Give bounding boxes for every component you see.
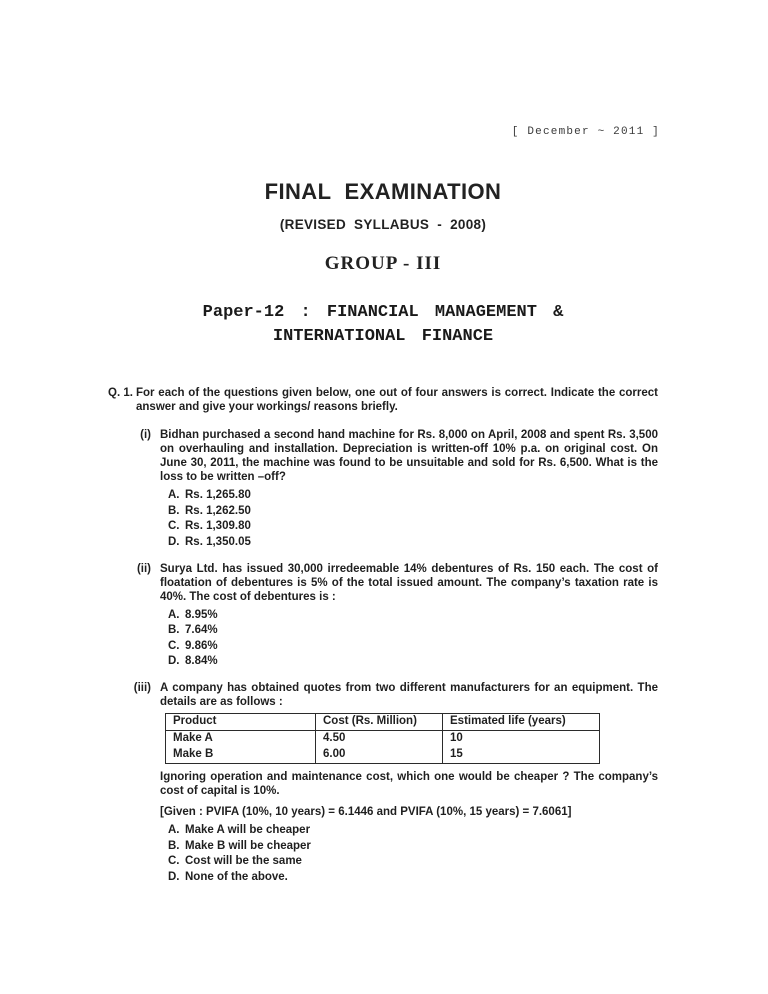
paper-heading-line2: INTERNATIONAL FINANCE <box>272 327 494 346</box>
column-header-product: Product <box>166 714 316 731</box>
option-letter: D. <box>168 535 180 548</box>
option-text: Cost will be the same <box>185 855 302 867</box>
part-i-options <box>160 489 658 548</box>
option-letter: B. <box>168 839 180 852</box>
option-text: 9.86% <box>185 639 218 652</box>
exam-title: FINAL EXAMINATION <box>264 179 502 204</box>
column-header-cost: Cost (Rs. Million) <box>316 714 443 731</box>
option-row <box>168 824 658 836</box>
cell-cost: 6.00 <box>316 747 443 764</box>
syllabus-subtitle: (REVISED SYLLABUS - 2008) <box>279 217 487 232</box>
part-ii-label: (ii) <box>136 562 151 575</box>
table-header-row <box>166 714 600 731</box>
part-i-body <box>160 428 658 548</box>
part-iii-body <box>160 681 658 883</box>
option-letter: A. <box>168 824 180 836</box>
option-row <box>168 624 658 636</box>
option-text: None of the above. <box>185 870 288 883</box>
option-row <box>168 489 658 501</box>
part-iii-followup-text: Ignoring operation and maintenance cost, which one would be cheaper ? The company’s cost of capital is 10%. <box>160 771 658 797</box>
option-text: Make B will be cheaper <box>185 839 311 852</box>
option-letter: C. <box>168 855 180 867</box>
group-heading: GROUP - III <box>324 253 442 274</box>
question-body <box>108 386 658 883</box>
option-text: Rs. 1,262.50 <box>185 504 251 517</box>
option-text: Rs. 1,309.80 <box>185 520 251 532</box>
title-block <box>108 179 658 349</box>
option-text: Rs. 1,350.05 <box>185 535 251 548</box>
option-row <box>168 520 658 532</box>
cell-product: Make A <box>166 731 316 748</box>
option-row <box>168 640 658 652</box>
question-part-ii <box>125 562 658 668</box>
option-row <box>168 505 658 517</box>
question-part-iii <box>125 681 658 883</box>
part-iii-given-values: [Given : PVIFA (10%, 10 years) = 6.1446 and PVIFA (10%, 15 years) = 7.6061] <box>160 806 572 818</box>
option-row <box>168 871 658 883</box>
part-i-text: Bidhan purchased a second hand machine for Rs. 8,000 on April, 2008 and spent Rs. 3,500 on overhauling and installation. Depreciation is written-off 10% p.a. on original cost. On June 30, 2011, the machine was found to be unsuitable and sold for Rs. 6,500. What is the loss to be written –off? <box>160 429 658 483</box>
part-ii-body <box>160 562 658 668</box>
question-1-intro <box>108 386 658 414</box>
cell-product: Make B <box>166 747 316 764</box>
option-text: 8.84% <box>185 655 218 667</box>
option-row <box>168 655 658 667</box>
option-letter: D. <box>168 655 180 667</box>
option-row <box>168 609 658 621</box>
cell-cost: 4.50 <box>316 731 443 748</box>
part-ii-options <box>160 609 658 668</box>
option-text: 7.64% <box>185 624 218 636</box>
table-row <box>166 731 600 748</box>
paper-heading <box>108 301 658 349</box>
cell-life: 10 <box>443 731 600 748</box>
option-text: Rs. 1,265.80 <box>185 489 251 501</box>
cell-life: 15 <box>443 747 600 764</box>
column-header-life: Estimated life (years) <box>443 714 600 731</box>
paper-heading-line1: Paper-12 : FINANCIAL MANAGEMENT & <box>202 303 564 322</box>
part-iii-label: (iii) <box>133 682 151 694</box>
question-number: Q. 1. <box>108 387 133 399</box>
option-row <box>168 855 658 867</box>
option-row <box>168 840 658 852</box>
part-iii-options <box>160 824 658 883</box>
option-letter: A. <box>168 489 180 501</box>
option-letter: B. <box>168 504 180 517</box>
option-letter: A. <box>168 608 180 621</box>
part-i-label: (i) <box>140 429 151 441</box>
table-row <box>166 747 600 764</box>
equipment-quotes-table <box>165 713 600 764</box>
option-text: Make A will be cheaper <box>185 824 311 836</box>
part-iii-text: A company has obtained quotes from two different manufacturers for an equipment. The details are as follows : <box>160 682 658 708</box>
exam-session-date: [ December ~ 2011 ] <box>511 126 660 138</box>
question-intro-text: For each of the questions given below, one out of four answers is correct. Indicate the correct answer and give your workings/ reasons briefly. <box>136 387 658 413</box>
option-text: 8.95% <box>185 608 218 621</box>
part-ii-text: Surya Ltd. has issued 30,000 irredeemable 14% debentures of Rs. 150 each. The cost of floatation of debentures is 5% of the total issued amount. The company’s taxation rate is 40%. The cost of debentures is : <box>160 562 658 603</box>
question-part-i <box>125 428 658 548</box>
option-row <box>168 536 658 548</box>
option-letter: C. <box>168 639 180 652</box>
option-letter: B. <box>168 624 180 636</box>
option-letter: D. <box>168 870 180 883</box>
option-letter: C. <box>168 520 180 532</box>
